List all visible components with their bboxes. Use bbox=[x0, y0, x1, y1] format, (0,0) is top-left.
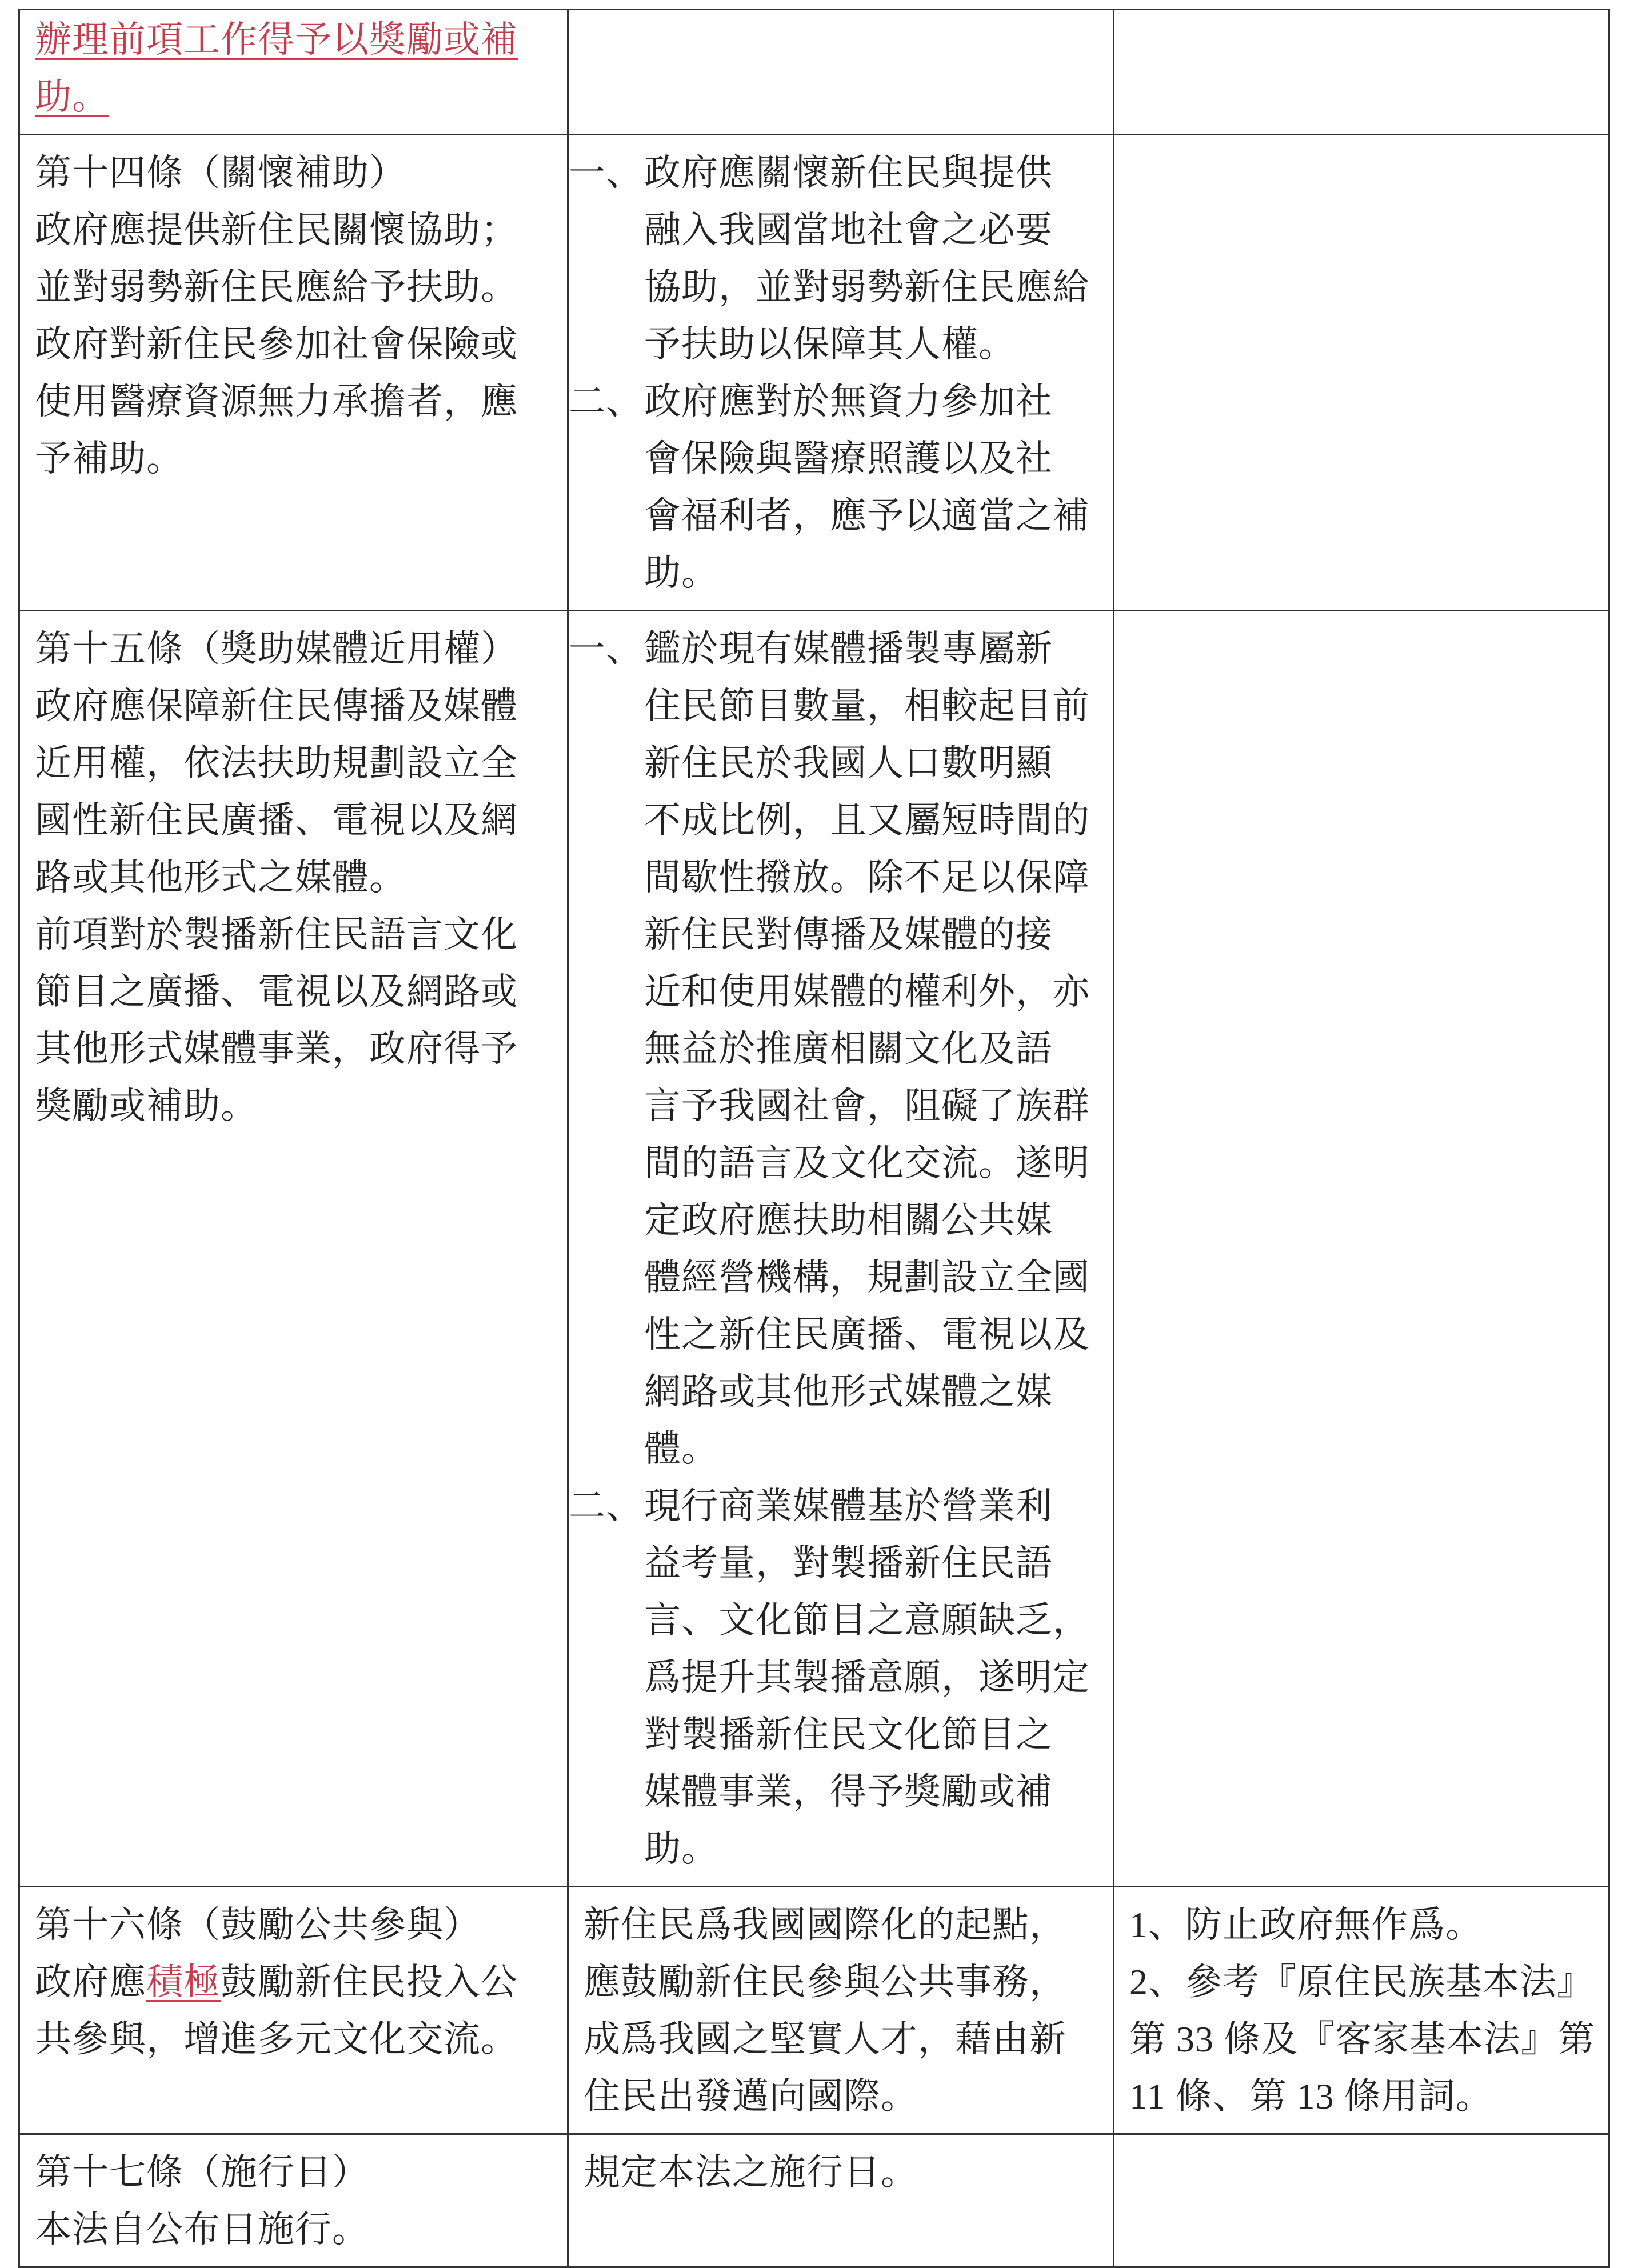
explanation-line: 應鼓勵新住民參與公共事務， bbox=[584, 1961, 1066, 2003]
explanation-line: 言予我國社會，阻礙了族群 bbox=[644, 1085, 1090, 1127]
explanation-line: 鑑於現有媒體播製專屬新 bbox=[644, 628, 1053, 670]
article-line: 近用權，依法扶助規劃設立全 bbox=[35, 742, 518, 785]
explanation-cell bbox=[568, 1887, 1114, 2134]
article-cell bbox=[19, 10, 568, 135]
explanation-cell bbox=[568, 2134, 1114, 2267]
table-row bbox=[19, 2134, 1609, 2267]
article-line: 前項對於製播新住民語言文化 bbox=[35, 914, 518, 956]
explanation-item bbox=[569, 373, 1098, 602]
article-line: 路或其他形式之媒體。 bbox=[35, 857, 406, 899]
explanation-line: 體經營機構，規劃設立全國 bbox=[644, 1257, 1090, 1299]
explanation-item bbox=[569, 1478, 1098, 1878]
explanation-line: 間歇性撥放。除不足以保障 bbox=[644, 857, 1090, 899]
note-cell bbox=[1114, 611, 1609, 1887]
article-cell bbox=[19, 135, 568, 611]
explanation-line: 會福利者，應予以適當之補 bbox=[644, 495, 1090, 537]
explanation-cell bbox=[568, 135, 1114, 611]
note-line: 2、參考『原住民族基本法』 bbox=[1129, 1962, 1594, 2002]
item-marker: 二、 bbox=[569, 381, 643, 423]
explanation-line: 成爲我國之堅實人才，藉由新 bbox=[584, 2018, 1066, 2061]
explanation-line: 近和使用媒體的權利外，亦 bbox=[644, 971, 1090, 1013]
article-line: 獎勵或補助。 bbox=[35, 1085, 258, 1127]
note-cell bbox=[1114, 10, 1609, 135]
article-line: 其他形式媒體事業，政府得予 bbox=[35, 1028, 518, 1070]
article-cell bbox=[19, 611, 568, 1887]
explanation-line: 住民節目數量，相較起目前 bbox=[644, 685, 1090, 727]
article-line: 辦理前項工作得予以獎勵或補 bbox=[35, 19, 518, 61]
bill-comparison-table bbox=[18, 9, 1610, 2268]
note-cell bbox=[1114, 135, 1609, 611]
explanation-line: 協助，並對弱勢新住民應給 bbox=[644, 266, 1090, 309]
explanation-line: 體。 bbox=[644, 1428, 718, 1470]
note-cell bbox=[1114, 1887, 1609, 2134]
table-row bbox=[19, 135, 1609, 611]
article-heading: 第十七條（施行日） bbox=[35, 2151, 369, 2194]
article-heading: 第十五條（獎助媒體近用權） bbox=[35, 628, 518, 670]
note-line: 11 條、第 13 條用詞。 bbox=[1129, 2076, 1493, 2117]
article-line: 政府對新住民參加社會保險或 bbox=[35, 323, 518, 366]
article-line: 國性新住民廣播、電視以及網 bbox=[35, 799, 518, 842]
revision-mark: 積極 bbox=[146, 1961, 221, 2003]
explanation-cell bbox=[568, 611, 1114, 1887]
explanation-line: 無益於推廣相關文化及語 bbox=[644, 1028, 1053, 1070]
bill-comparison-page bbox=[18, 9, 1608, 2268]
explanation-line: 政府應關懷新住民與提供 bbox=[644, 152, 1053, 194]
article-line: 助。 bbox=[35, 76, 109, 118]
table-row bbox=[19, 1887, 1609, 2134]
explanation-line: 益考量，對製播新住民語 bbox=[644, 1542, 1053, 1585]
explanation-line: 間的語言及文化交流。遂明 bbox=[644, 1142, 1090, 1185]
note-line: 第 33 條及『客家基本法』第 bbox=[1129, 2019, 1595, 2059]
article-cell bbox=[19, 1887, 568, 2134]
explanation-line: 住民出發邁向國際。 bbox=[584, 2075, 918, 2118]
explanation-line: 新住民爲我國國際化的起點， bbox=[584, 1904, 1066, 1946]
note-cell bbox=[1114, 2134, 1609, 2267]
explanation-line: 言、文化節目之意願缺乏， bbox=[644, 1599, 1090, 1642]
article-line: 政府應積極鼓勵新住民投入公 bbox=[35, 1961, 518, 2003]
article-cell bbox=[19, 2134, 568, 2267]
explanation-line: 性之新住民廣播、電視以及 bbox=[644, 1314, 1090, 1356]
explanation-item bbox=[569, 621, 1098, 1478]
explanation-cell bbox=[568, 10, 1114, 135]
explanation-line: 新住民對傳播及媒體的接 bbox=[644, 914, 1053, 956]
article-line: 政府應提供新住民關懷協助； bbox=[35, 209, 518, 251]
article-line: 予補助。 bbox=[35, 438, 183, 480]
article-heading: 第十四條（關懷補助） bbox=[35, 152, 406, 194]
explanation-line: 媒體事業，得予獎勵或補 bbox=[644, 1771, 1053, 1813]
article-line: 政府應保障新住民傳播及媒體 bbox=[35, 685, 518, 727]
table-row bbox=[19, 611, 1609, 1887]
note-line: 1、防止政府無作爲。 bbox=[1129, 1905, 1483, 1945]
explanation-item bbox=[569, 145, 1098, 373]
article-line: 共參與，增進多元文化交流。 bbox=[35, 2018, 518, 2061]
explanation-line: 定政府應扶助相關公共媒 bbox=[644, 1199, 1053, 1242]
explanation-line: 助。 bbox=[644, 552, 718, 594]
explanation-line: 助。 bbox=[644, 1828, 718, 1870]
table-row bbox=[19, 10, 1609, 135]
explanation-line: 政府應對於無資力參加社 bbox=[644, 381, 1053, 423]
explanation-line: 對製播新住民文化節目之 bbox=[644, 1714, 1053, 1756]
explanation-line: 融入我國當地社會之必要 bbox=[644, 209, 1053, 251]
explanation-line: 網路或其他形式媒體之媒 bbox=[644, 1371, 1053, 1413]
item-marker: 一、 bbox=[569, 152, 643, 194]
article-line: 使用醫療資源無力承擔者，應 bbox=[35, 381, 518, 423]
explanation-line: 規定本法之施行日。 bbox=[584, 2151, 918, 2194]
item-marker: 二、 bbox=[569, 1485, 643, 1527]
explanation-line: 不成比例，且又屬短時間的 bbox=[644, 799, 1090, 842]
article-line: 節目之廣播、電視以及網路或 bbox=[35, 971, 518, 1013]
explanation-line: 現行商業媒體基於營業利 bbox=[644, 1485, 1053, 1527]
explanation-line: 予扶助以保障其人權。 bbox=[644, 323, 1016, 366]
article-line: 並對弱勢新住民應給予扶助。 bbox=[35, 266, 518, 309]
explanation-line: 爲提升其製播意願，遂明定 bbox=[644, 1657, 1090, 1699]
explanation-line: 新住民於我國人口數明顯 bbox=[644, 742, 1053, 785]
article-heading: 第十六條（鼓勵公共參與） bbox=[35, 1904, 481, 1946]
article-line: 本法自公布日施行。 bbox=[35, 2209, 369, 2251]
explanation-line: 會保險與醫療照護以及社 bbox=[644, 438, 1053, 480]
item-marker: 一、 bbox=[569, 628, 643, 670]
